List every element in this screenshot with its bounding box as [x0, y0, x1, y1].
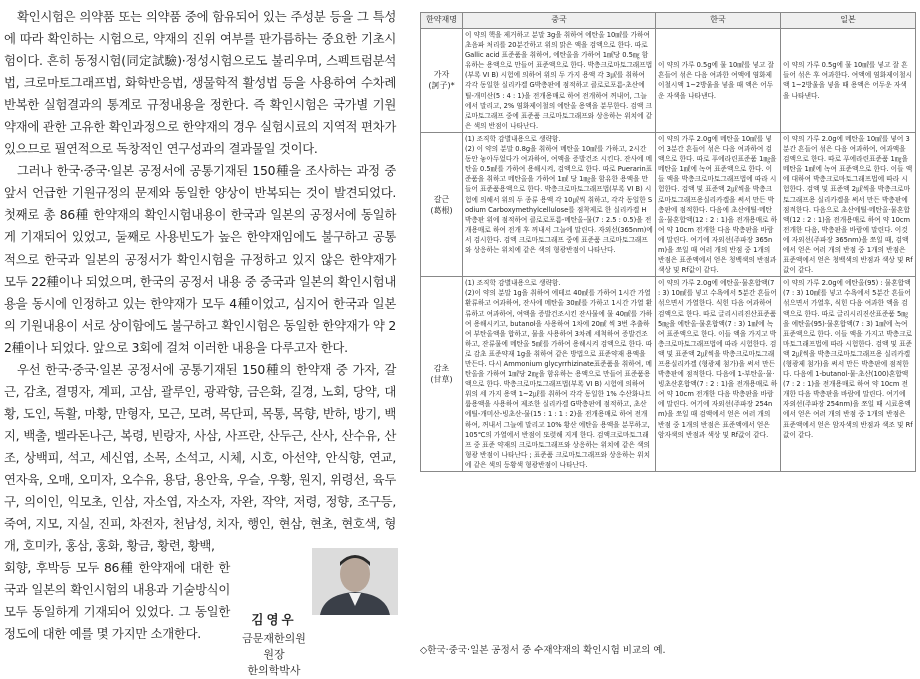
table-row: [421, 277, 916, 472]
author-degree: 한의학박사: [247, 664, 301, 677]
table-row: [421, 132, 916, 276]
herb-name: 갈근 (葛根): [421, 132, 463, 276]
japan-cell: 이 약의 가루 2.0g에 메탄올 10㎖를 넣어 3분간 흔들어 섞은 다음 여과하여, 여과액을 검액으로 한다. 따로 푸에라린표준품 1㎎을 메탄올 1㎖에 녹여 표준액으로 한다. 이들 액에 대하여 박층크로마토그래프법에 따라 시험한다. 검액 및 표준액 2㎕씩을 박층크로마토그래프용 실리카겔을 써서 만든 박층판에 점적한다. 다음으로 초산에틸·메탄올·물혼합액(12 : 2 : 1)을 전개용매로 하여 약 10cm 전개한 다음, 박층판을 바람에 말린다. 이것에 자외선(주파장 365nm)을 쪼일 때, 검액에서 얻은 여러 개의 반점 중 1개의 반점은 표준액에서 얻은 청백색의 반점과 색상 및 Rf값이 같다.: [781, 132, 916, 276]
herb-name: 감초 (甘草): [421, 277, 463, 472]
author-name: 김영우: [251, 612, 297, 627]
japan-cell: 이 약의 가루 2.0g에 에탄올(95) : 물혼합액(7 : 3) 10㎖를 넣고 수욕에서 5분간 흔들어 섞으면서 가열후, 식힌 다음 여과한 액을 검액으로 한다. 따로 글리시리진산표준품 5㎎을 에탄올(95)·물혼합액(7 : 3) 1㎖에 녹여 표준액으로 한다. 이들 액을 가지고 박층크로마토그래프법에 따라 시험한다. 검액 및 표준액 2㎕씩을 박층크로마토그래프용 실리카겔 (형광제 첨가)을 써서 만든 박층판에 점적한다. 다음에 1-butanol·물·초산(100)혼합액(7 : 2 : 1)을 전개용매로 하여 약 10cm 전개한 다음 박층판을 바람에 말린다. 여기에 자외선(주파장 254nm)을 쪼일 때 시료용액에서 얻은 여러 개의 반점 중 1개의 반점은 표준액에서 얻은 암자색의 반점과 색조 및 Rf 값이 같다.: [781, 277, 916, 472]
table-header-row: [421, 13, 916, 29]
header-japan: 일본: [781, 13, 916, 29]
paragraph-2: 그러나 한국·중국·일본 공정서에 공통기재된 150種을 조사하는 과정 중 앞서 언급한 기원규정의 문제와 동일한 양상이 반복되는 것이 발견되었다. 첫째로 총 86種 한약재의 확인시험내용이 한국과 일본의 공정서에 동일하게 기재되어 있었고, 둘째로 사용빈도가 높은 한약재임에도 불구하고 공통적으로 한국과 일본의 공정서가 확인시험을 규정하고 있지 않은 한약재가 모두 22種이나 되었으며, 한국의 공정서 내용 중 중국과 일본의 확인시험내용을 동시에 인정하고 있는 한약재가 모두 4種이었고, 심지어 한국과 일본의 기원내용이 서로 상이함에도 불구하고 확인시험은 동일한 한약재가 약 22種이나 되었다. 앞으로 3회에 걸쳐 이러한 내용을 다루고자 한다.: [4, 163, 396, 355]
header-herb: 한약재명: [421, 13, 463, 29]
korea-cell: 이 약의 가루 2.0g에 메탄올 10㎖를 넣어 3분간 흔들어 섞은 다음 여과하여 검액으로 한다. 따로 푸에라린표준품 1㎎을 메탄올 1㎖에 녹여 표준액으로 한다. 이들 액을 박층크로마토그래프법에 따라 시험한다. 검액 및 표준액 2㎕씩을 박층크로마토그래프용실리카겔을 써서 만든 박층판에 점적한다. 다음에 초산에틸·메탄올·물혼합액(12 : 2 : 1)을 전개용매로 하여 약 10cm 전개한 다음 박층판을 바람에 말린다. 여기에 자외선(주파장 365nm)을 쪼일 때 여러 개의 반점 중 1개의 반점은 표준액에서 얻은 청백색의 반점과 색상 및 Rf값이 같다.: [656, 132, 781, 276]
china-cell: (1) 조직학 감별내용으로 생략함. (2)이 약의 분말 1g을 취하여 에테르 40㎖를 가하여 1시간 가열 환류하고 여과하여, 잔사에 메탄올 30㎖를 가하고 1시간 가열 환류하고 여과하여, 여액을 증발건조시킨 잔사물에 물 40㎖를 가하여 용해시키고, butanol을 사용하여 1차에 20㎖ 씩 3번 추출하여 부탄올액을 합하고, 물을 사용하여 3차례 세척하여 증발건조하고, 잔류물에 메탄올 5㎖를 가하여 용해시켜 검액으로 한다. 따로 감초 표준약재 1g을 취하여 같은 방법으로 표준약재 용액을 만든다. 다시 Ammonium glycyrrhizinate표준품을 취하여, 메탄올을 가하여 1㎖당 2㎎을 함유하는 용액으로 만들어 표준품용액으로 한다. 박층크로마토그래프법(부록 VI B) 시험에 의하여 위의 세 가지 용액 1~2㎕를 취하여 각각 동일한 1% 수산화나트륨용액을 사용하여 제조한 실리카겔 G박층판에 점적하고, 초산에틸-개미산-빙초산-물(15 : 1 : 1 : 2)을 전개용매로 하여 전개하여, 꺼내서 그늘에 말리고 10% 황산 에탄올 용액을 분무하고, 105℃의 가열에서 반점이 또렷해 지게 한다. 검액크로마토그래프 중 표준 약재의 크로마토그래프와 상응하는 위치에 같은 색의 형광 반점이 나타난다 ; 표준품 크로마토그래프와 상응하는 위치에 같은 색의 등황색 형광반점이 나타난다.: [463, 277, 656, 472]
person-icon: [312, 548, 398, 615]
header-korea: 한국: [656, 13, 781, 29]
china-cell: 이 약의 핵을 제거하고 분말 3g을 취하여 에탄올 10㎖를 가하여 초음파 처리를 20분간하고 위의 맑은 액을 검액으로 한다. 따로 Gallic acid 표준품을 취하여, 에탄올을 가하여 1㎖당 0.5㎎ 함유하는 용액으로 만들어 표준액으로 한다. 박층크로마토그래프법(부록 VI B) 시험에 의하여 위의 두 가지 용액 각 3㎕를 취하여 각각 동일한 실리카겔 G박층판에 점적하고 클로로포름-초산에틸-개미산(5 : 4 : 1)을 전개용매로 하여 전개하여 꺼내어, 그늘에서 말리고, 2% 염화제이철의 에탄올 용액을 분무한다. 검액 크로마토그래프 중에 표준품 크로마토그래프와 상응하는 위치에 같은 색의 반점이 나타난다.: [463, 29, 656, 133]
korea-cell: 이 약의 가루 0.5g에 물 10㎖를 넣고 잘 흔들어 섞은 다음 여과한 여액에 염화제이철시액 1~2방울을 넣을 때 액은 어두운 자색을 나타낸다.: [656, 29, 781, 133]
paragraph-3: 우선 한국·중국·일본 공정서에 공통기재된 150種의 한약재 중 가자, 갈근, 감초, 결명자, 계피, 고삼, 괄루인, 광곽향, 금은화, 길경, 노회, 당약, 대황, 도인, 독활, 마황, 만형자, 모근, 모려, 목단피, 목통, 목향, 반하, 방기, 백지, 백출, 벨라돈나근, 복령, 빈랑자, 사삼, 사프란, 산두근, 산사, 산수유, 산조, 상백피, 석고, 세신엽, 소목, 소석고, 시체, 시호, 아선약, 안식향, 연교, 연자육, 오매, 오미자, 오수유, 용담, 용안육, 우슬, 우황, 원지, 위령선, 육두구, 의이인, 익모초, 인삼, 자소엽, 자소자, 자완, 작약, 저령, 정향, 조구등, 죽여, 지모, 지실, 진피, 차전자, 천남성, 치자, 행인, 현삼, 현초, 현호색, 형개, 호미카, 홍삼, 홍화, 황금, 황련, 황백,: [4, 361, 396, 554]
paragraph-4: 회향, 후박등 모두 86種 한약재에 대한 한국과 일본의 확인시험의 내용과 기술방식이 모두 동일하게 기재되어 있었다. 그 동일한 정도에 대한 예를 몇 가지만 소개한다.: [4, 560, 230, 642]
china-cell: (1) 조직학 감별내용으로 생략함. (2) 이 약의 분말 0.8g을 취하여 메탄올 10㎖를 가하고, 2시간 동안 놓아두었다가 여과하여, 여액을 증발건조 시킨다. 잔사에 메탄올 0.5㎖를 가하여 용해시켜, 검액으로 한다. 따로 Puerarin표준품을 취하고 메탄올을 가하여 1㎖ 당 1㎎을 함유한 용액을 만들어 표준품용액으로 한다. 박층크로마토그래프법(부록 VI B) 시험에 의해서 위의 두 종류 용액 각 10㎕씩 취하고, 각각 동일한 Sodium Carboxymethylcellulose를 점착제로 한 실리카겔 H 박층판 위에 점적하여 클로로포름-메탄올-물(7 : 2.5 : 0.5)을 전개용매로 하여 전개 후 꺼내서 그늘에 말린다. 자외선(365nm)에서 검시한다. 검액 크로마토그래프 중에 표준품 크로마토그래프와 상응하는 위치에 같은 색의 형광반점이 나타난다.: [463, 132, 656, 276]
author-title: 금문재한의원 원장: [242, 632, 306, 661]
japan-cell: 이 약의 가루 0.5g에 물 10㎖를 넣고 잘 흔들어 섞은 후 여과한다. 여액에 염화제이철시액 1~2방울을 넣을 때 용액은 어두운 자색을 나타낸다.: [781, 29, 916, 133]
table-caption: ◇한국·중국·일본 공정서 중 수재약재의 확인시험 비교의 예.: [420, 645, 666, 656]
korea-cell: 이 약의 가루 2.0g에 에탄올·물혼합액(7 : 3) 10㎖를 넣고 수욕에서 5분간 흔들어 섞으면서 가열한다. 식힌 다음 여과하여 검액으로 한다. 따로 글리시리진산표준품 5㎎을 에탄올·물혼합액(7 : 3) 1㎖에 녹여 표준액으로 한다. 이들 액을 가지고 박층크로마토그래프법에 따라 시험한다. 검액 및 표준액 2㎕씩을 박층크로마토그래프용실리카겔 (형광제 첨가)을 써서 만든 박층판에 점적한다. 다음에 1-부탄올·물·빙초산혼합액(7 : 2 : 1)을 전개용매로 하여 약 10cm 전개한 다음 박층판을 바람에 말린다. 여기에 자외선(주파장 254nm)을 쪼일 때 검액에서 얻은 여러 개의 반점 중 1개의 반점은 표준액에서 얻은 암자색의 반점과 색상 및 Rf값이 같다.: [656, 277, 781, 472]
herb-name: 가자 (訶子)*: [421, 29, 463, 133]
paragraph-1: 확인시험은 의약품 또는 의약품 중에 함유되어 있는 주성분 등을 그 특성에 따라 확인하는 시험으로, 약재의 진위 여부를 판가름하는 중요한 기초시험이다. 흔히 동정시험(同定試驗)·정성시험으로도 불리우며, 스펙트럼분석법, 크로마토그래프법, 화학반응법, 생물학적 활성법 등을 사용하여 수차례 반복한 실험결과의 통계로 규정내용을 정한다. 즉 확인시험은 국가별 기원약재에 관한 고유한 확인과정으로 한약재의 경우 실험시료의 지역적 편차가 있으므로 필연적으로 독창적인 연구성과의 결과물일 것이다.: [4, 9, 396, 157]
table-row: [421, 29, 916, 133]
header-china: 중국: [463, 13, 656, 29]
author-signature: [238, 612, 310, 679]
comparison-table-wrapper: [420, 12, 915, 472]
author-photo: [312, 548, 398, 615]
comparison-table: [420, 12, 916, 472]
